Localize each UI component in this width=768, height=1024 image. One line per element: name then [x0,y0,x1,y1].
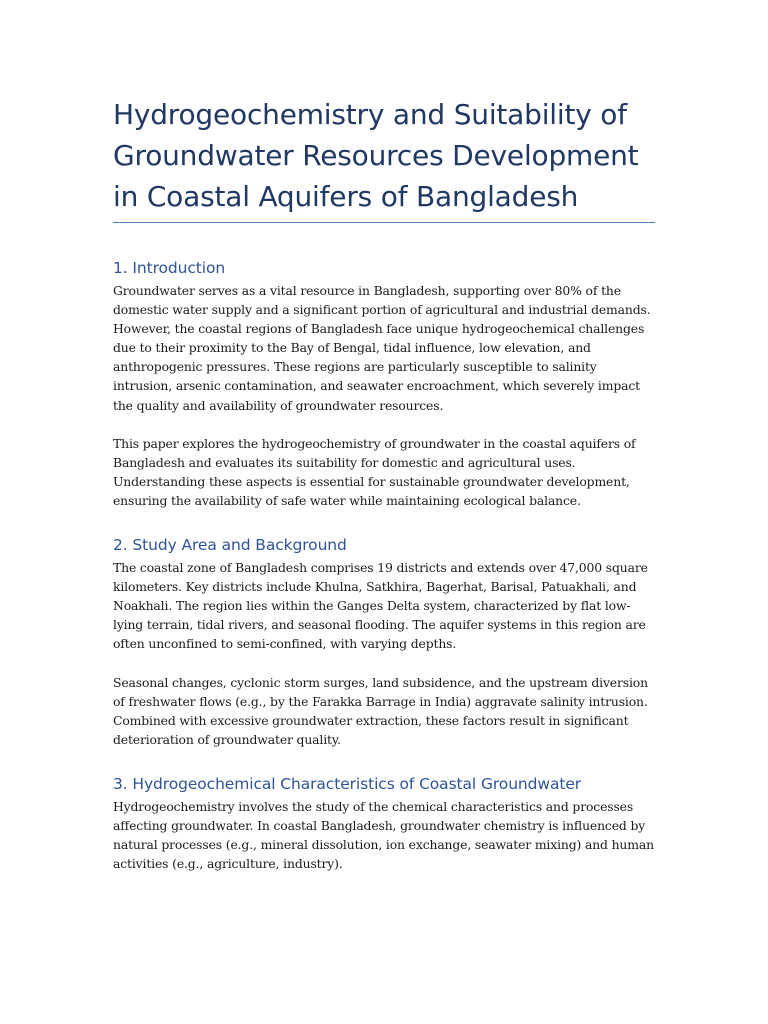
hydrogeochemical-paragraph-1: Hydrogeochemistry involves the study of the chemical characteristics and processes affecting groundwater. In coastal Bangladesh, groundwater chemistry is influenced by natural processes (e.g., mineral dissolution, ion exchange, seawater mixing) and human activities (e.g., agriculture, industry). [113,798,654,872]
study-area-paragraph-1: The coastal zone of Bangladesh comprises 19 districts and extends over 47,000 square kilometers. Key districts include Khulna, Satkhira, Bagerhat, Barisal, Patuakhali, and Noakhali. The region lies within the Ganges Delta system, characterized by flat low-lying terrain, tidal rivers, and seasonal flooding. The aquifer systems in this region are often unconfined to semi-confined, with varying depths. [113,560,648,652]
section-heading-hydrogeochemical: 3. Hydrogeochemical Characteristics of Coastal Groundwater [113,774,582,793]
study-area-paragraph-2: Seasonal changes, cyclonic storm surges, land subsidence, and the upstream diversion of freshwater flows (e.g., by the Farakka Barrage in India) aggravate salinity intrusion. Combined with excessive groundwater extraction, these factors result in significant deterioration of groundwater quality. [113,674,648,747]
section-heading-study-area: 2. Study Area and Background [113,536,347,555]
introduction-paragraph-1: Groundwater serves as a vital resource in Bangladesh, supporting over 80% of the domestic water supply and a significant portion of agricultural and industrial demands. However, the coastal regions of Bangladesh face unique hydrogeochemical challenges due to their proximity to the Bay of Bengal, tidal influence, low elevation, and anthropogenic pressures. These regions are particularly susceptible to salinity intrusion, arsenic contamination, and seawater encroachment, which severely impact the quality and availability of groundwater resources. [113,283,651,413]
section-heading-introduction: 1. Introduction [113,259,226,277]
document-body [113,94,655,873]
introduction-paragraph-2: This paper explores the hydrogeochemistry of groundwater in the coastal aquifers of Bangladesh and evaluates its suitability for domestic and agricultural uses. Understanding these aspects is essential for sustainable groundwater development, ensuring the availability of safe water while maintaining ecological balance. [113,435,636,508]
title-divider [113,222,655,223]
document-title: Hydrogeochemistry and Suitability of Groundwater Resources Development in Coastal Aquifers of Bangladesh [113,98,639,213]
